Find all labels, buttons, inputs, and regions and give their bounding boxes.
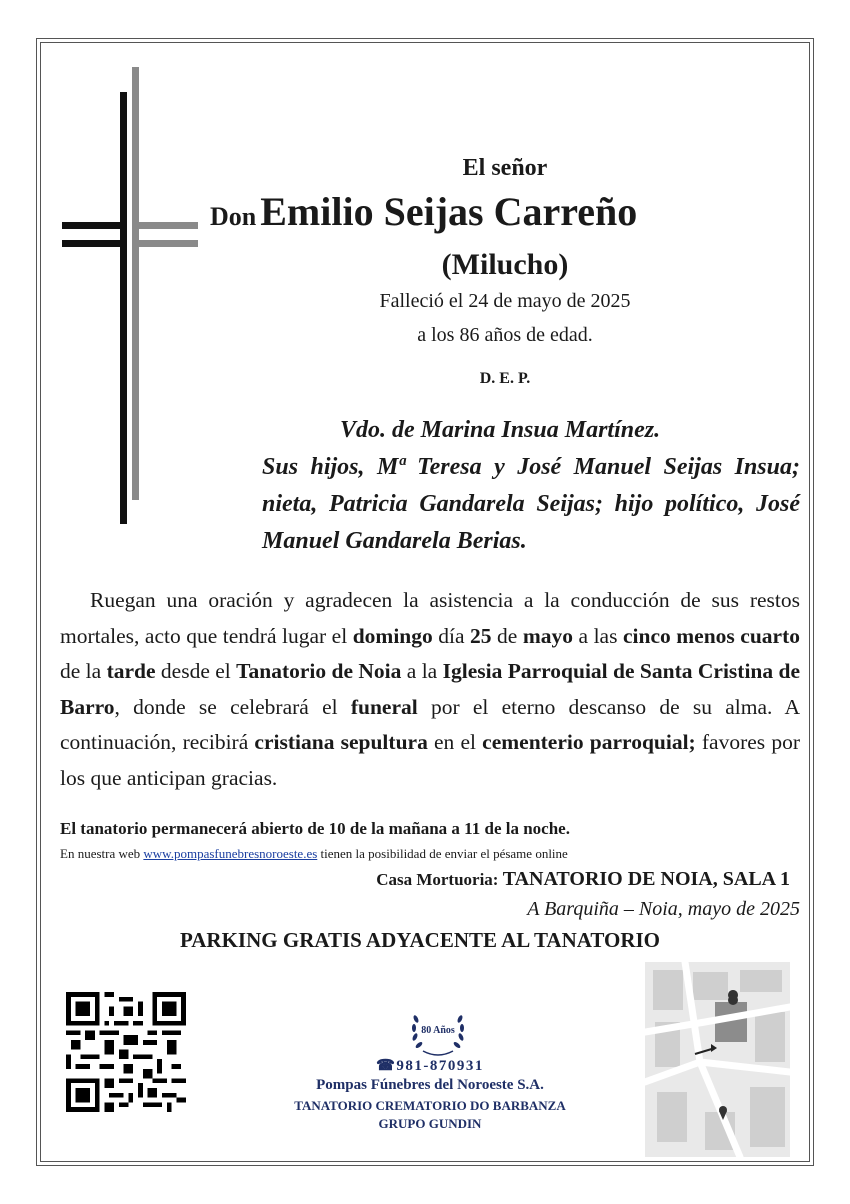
name-prefix: Don bbox=[210, 202, 257, 231]
place-date: A Barquiña – Noia, mayo de 2025 bbox=[527, 898, 800, 920]
body-text: favores por los que anticipan gracias. bbox=[60, 730, 800, 790]
body-text: a la bbox=[401, 659, 443, 683]
cross-black-arm-bottom bbox=[62, 240, 127, 247]
web-line bbox=[60, 846, 800, 862]
phone-icon: ☎ bbox=[376, 1058, 397, 1074]
body-text: día bbox=[432, 623, 471, 648]
cross-gray-arm-top bbox=[132, 222, 198, 229]
death-date: Falleció el 24 de mayo de 2025 bbox=[379, 290, 631, 312]
casa-label: Casa Mortuoria: bbox=[376, 870, 503, 889]
body-text: en el bbox=[427, 730, 483, 754]
logo-text: 80 Años bbox=[421, 1025, 455, 1036]
body-bold: Tanatorio de Noia bbox=[236, 659, 402, 683]
parking-notice: PARKING GRATIS ADYACENTE AL TANATORIO bbox=[180, 928, 660, 952]
website-link[interactable]: www.pompasfunebresnoroeste.es bbox=[143, 846, 318, 861]
body-text: por el eterno descanso de su alma. A continuación, recibirá bbox=[60, 694, 800, 754]
cross-black-arm-top bbox=[62, 222, 127, 229]
family-block bbox=[230, 412, 800, 560]
body-text: a las bbox=[573, 623, 623, 648]
body-bold: cristiana sepultura bbox=[254, 730, 428, 754]
body-bold: Iglesia Parroquial de Santa Cristina de Barro bbox=[60, 659, 800, 719]
qr-code-icon[interactable] bbox=[66, 992, 186, 1112]
ceremony-paragraph bbox=[60, 583, 800, 796]
company-name: Pompas Fúnebres del Noroeste S.A. bbox=[316, 1077, 544, 1093]
casa-mortuoria bbox=[250, 868, 790, 891]
crematorio-name: TANATORIO CREMATORIO DO BARBANZA bbox=[294, 1098, 566, 1113]
nickname: (Milucho) bbox=[441, 248, 569, 281]
body-text: de bbox=[491, 623, 523, 648]
group-name: GRUPO GUNDIN bbox=[378, 1116, 482, 1131]
casa-value: TANATORIO DE NOIA, SALA 1 bbox=[502, 868, 790, 890]
cross-gray-vertical bbox=[132, 67, 139, 500]
opening-hours: El tanatorio permanecerá abierto de 10 de la mañana a 11 de la noche. bbox=[60, 819, 570, 838]
body-bold: funeral bbox=[350, 694, 418, 719]
age-line: a los 86 años de edad. bbox=[417, 324, 593, 346]
body-bold: cementerio parroquial; bbox=[482, 730, 696, 754]
phone-text: 981-870931 bbox=[396, 1058, 484, 1074]
location-map[interactable] bbox=[645, 962, 790, 1157]
body-text: de la bbox=[60, 659, 107, 683]
body-text: desde el bbox=[155, 659, 237, 683]
deceased-name bbox=[210, 188, 810, 235]
widower-line: Vdo. de Marina Insua Martínez. bbox=[340, 417, 661, 443]
full-name: Emilio Seijas Carreño bbox=[260, 189, 638, 234]
cross-gray-arm-bottom bbox=[132, 240, 198, 247]
body-bold: tarde bbox=[106, 659, 156, 683]
body-bold: domingo bbox=[352, 623, 433, 648]
body-bold: cinco menos cuarto bbox=[622, 623, 800, 648]
relatives-text: Sus hijos, Mª Teresa y José Manuel Seijas Insua; nieta, Patricia Gandarela Seijas; hijo político, José Manuel Gandarela Berias. bbox=[262, 454, 800, 554]
laurel-logo-icon bbox=[405, 1005, 471, 1061]
body-text: Ruegan una oración y agradecen la asistencia a la conducción de sus restos mortales, acto que tendrá lugar el bbox=[60, 588, 800, 648]
title-line: El señor bbox=[462, 155, 548, 181]
dep-text: D. E. P. bbox=[479, 370, 531, 387]
body-bold: 25 bbox=[470, 623, 492, 648]
web-prefix: En nuestra web bbox=[60, 846, 144, 861]
body-text: , donde se celebrará el bbox=[114, 694, 351, 719]
phone-number[interactable] bbox=[330, 1056, 530, 1075]
cross-black-vertical bbox=[120, 92, 127, 524]
body-bold: mayo bbox=[522, 623, 574, 648]
web-suffix: tienen la posibilidad de enviar el pésame online bbox=[317, 846, 568, 861]
